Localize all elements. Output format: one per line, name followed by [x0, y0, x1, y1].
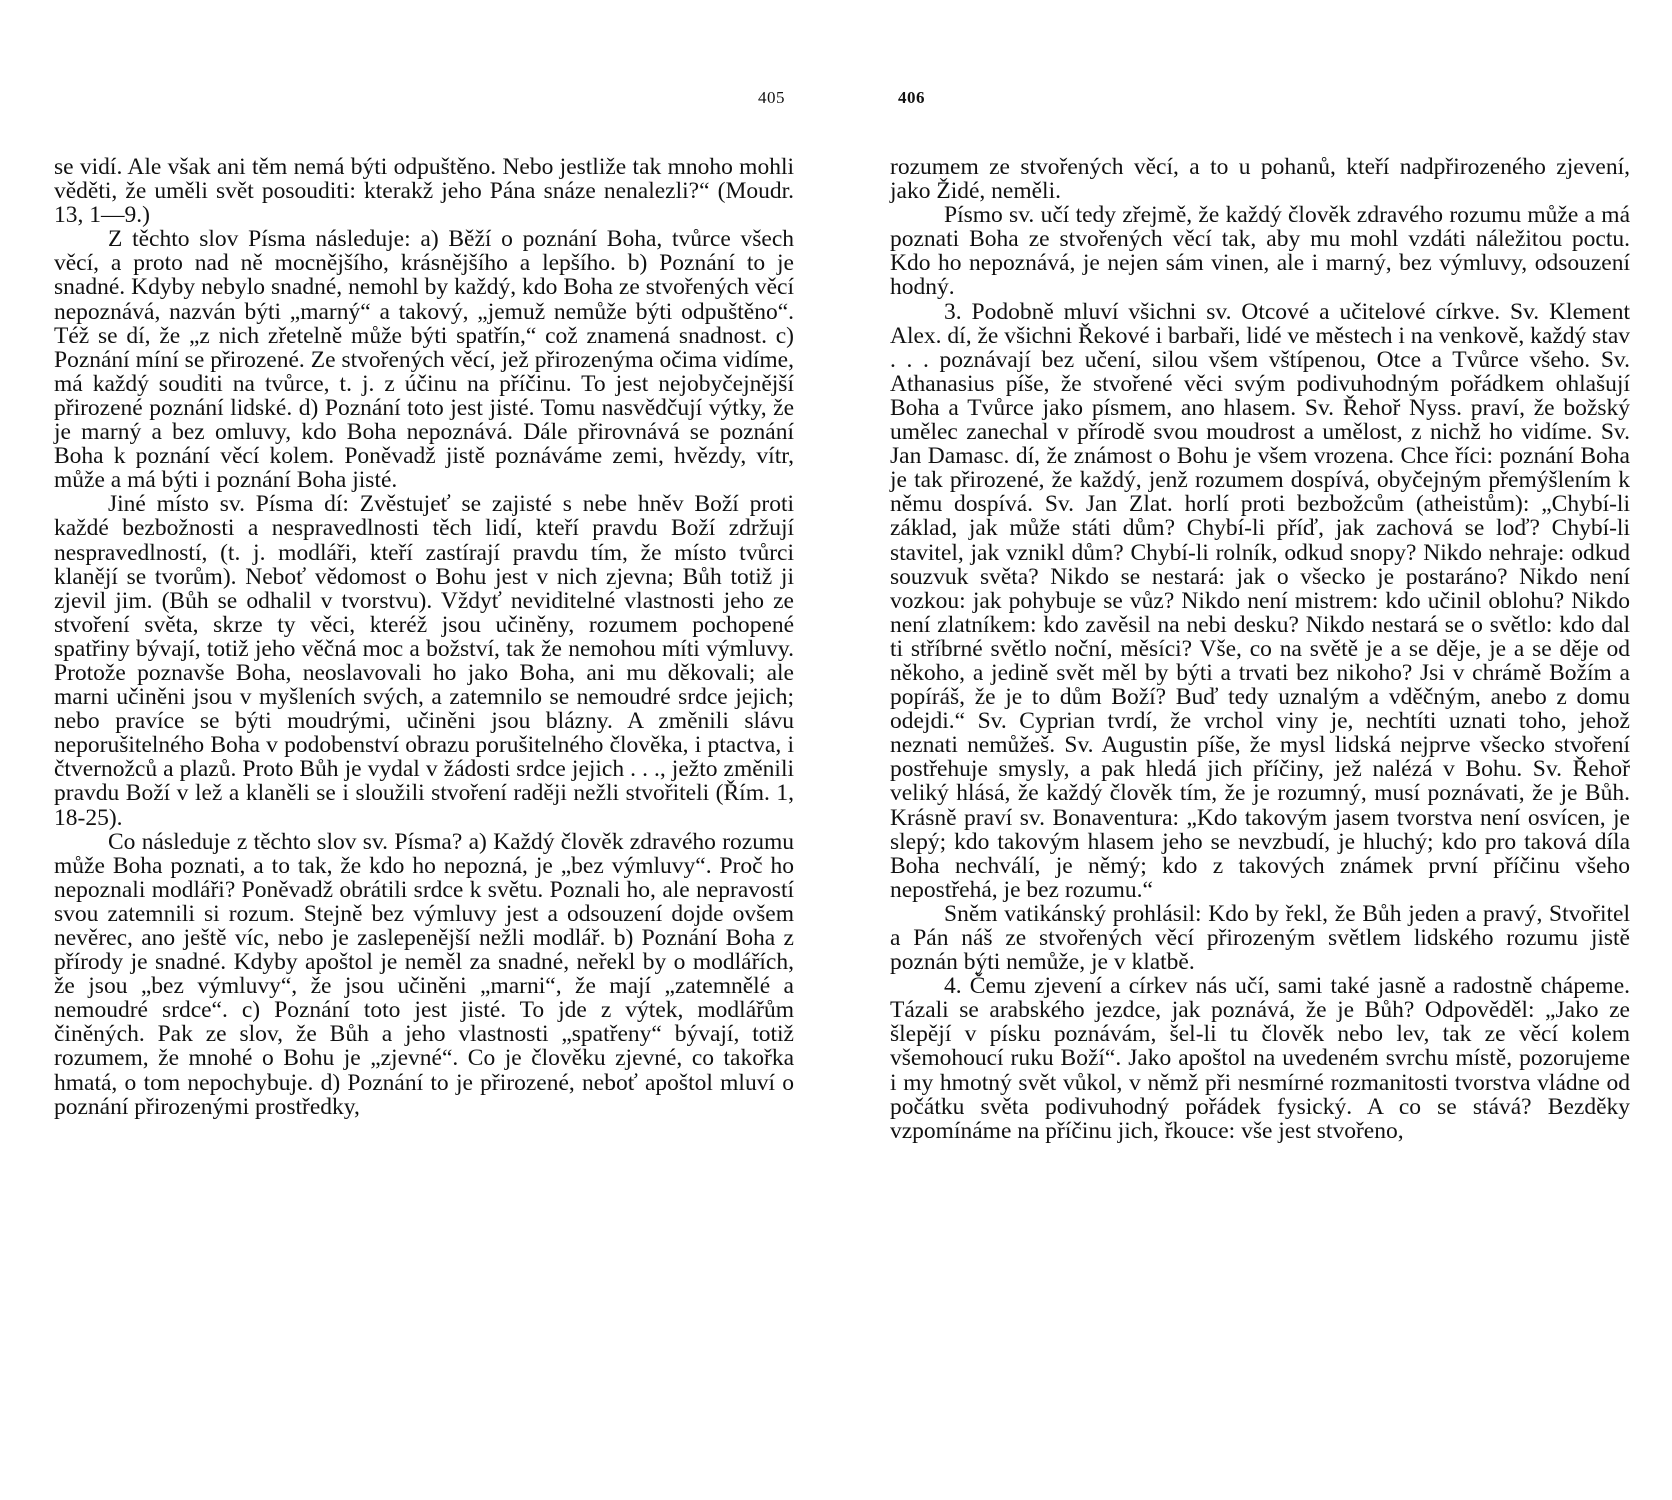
right-page-text: [890, 155, 1630, 1143]
paragraph: Z těchto slov Písma následuje: a) Běží o poznání Boha, tvůrce všech věcí, a proto nad ně mocnějšího, krásnějšího a lepšího. b) Poznání to je snadné. Kdyby nebylo snadné, nemohl by každý, kdo Boha ze stvořených věcí nepoznává, nazván býti „marný“ a takový, „jemuž nemůže býti odpuštěno“. Též se dí, že „z nich zřetelně může býti spatřín,“ což znamená snadnost. c) Poznání míní se přirozené. Ze stvořených věcí, jež přirozenýma očima vidíme, má každý souditi na tvůrce, t. j. z účinu na příčinu. To jest nejobyčejnější přirozené poznání lidské. d) Poznání toto jest jisté. Tomu nasvědčují výtky, že je marný a bez omluvy, kdo Boha nepoznává. Dále přirovnává se poznání Boha k poznání věcí kolem. Poněvadž jistě poznáváme zemi, hvězdy, vítr, může a má býti i poznání Boha jisté.: [54, 226, 794, 494]
left-page-text: [54, 155, 794, 1119]
paragraph: Písmo sv. učí tedy zřejmě, že každý člověk zdravého rozumu může a má poznati Boha ze stvořených věcí tak, aby mu mohl vzdáti náležitou poctu. Kdo ho nepoznává, je nejen sám vinen, ale i marný, bez výmluvy, odsouzení hodný.: [890, 202, 1630, 301]
paragraph: Sněm vatikánský prohlásil: Kdo by řekl, že Bůh jeden a pravý, Stvořitel a Pán náš ze stvořených věcí přirozeným světlem lidského rozumu jistě poznán býti nemůže, je v klatbě.: [890, 900, 1630, 976]
page-number-left: 405: [758, 88, 785, 107]
paragraph: Co následuje z těchto slov sv. Písma? a) Každý člověk zdravého rozumu může Boha poznati, a to tak, že kdo ho nepozná, je „bez výmluvy“. Proč ho nepoznali modláři? Poněvadž obrátili srdce k světu. Poznali ho, ale nepravostí svou zatemnili si rozum. Stejně bez výmluvy jest a odsouzení dojde ovšem nevěrec, ano ještě víc, nebo je zaslepenější nežli modlář. b) Poznání Boha z přírody je snadné. Kdyby apoštol je neměl za snadné, neřekl by o modlářích, že jsou „bez výmluvy“, že jsou učiněni „marni“, že mají „zatemnělé a nemoudré srdce“. c) Poznání toto jest jisté. To jde z výtek, modlářům činěných. Pak ze slov, že Bůh a jeho vlastnosti „spatřeny“ bývají, totiž rozumem, že mnohé o Bohu je „zjevné“. Co je člověku zjevné, co takořka hmatá, o tom nepochybuje. d) Poznání to je přirozené, neboť apoštol mluví o poznání přirozenými prostředky,: [54, 828, 794, 1120]
paragraph: 3. Podobně mluví všichni sv. Otcové a učitelové církve. Sv. Klement Alex. dí, že všichni Řekové i barbaři, lidé ve městech i na venkově, každý stav . . . poznávají bez učení, silou všem vštípenou, Otce a Tvůrce všeho. Sv. Athanasius píše, že stvořené věci svým podivuhodným pořádkem ohlašují Boha a Tvůrce jako písmem, ano hlasem. Sv. Řehoř Nyss. praví, že božský umělec zanechal v přírodě svou moudrost a umělost, z nichž ho vidíme. Sv. Jan Damasc. dí, že známost o Bohu je všem vrozena. Chce říci: poznání Boha je tak přirozené, že každý, jenž rozumem dospívá, obyčejným přemýšlením k němu dospívá. Sv. Jan Zlat. horlí proti bezbožcům (atheistům): „Chybí-li základ, jak může státi dům? Chybí-li příď, jak zachová se loď? Chybí-li stavitel, jak vznikl dům? Chybí-li rolník, odkud snopy? Nikdo nehraje: odkud souzvuk světa? Nikdo se nestará: jak o všecko je postaráno? Nikdo není vozkou: jak pohybuje se vůz? Nikdo není mistrem: kdo učinil oblohu? Nikdo není zlatníkem: kdo zavěsil na nebi desku? Nikdo nestará se o světlo: kdo dal ti stříbrné světlo noční, měsíci? Vše, co na světě je a se děje, je a se děje od někoho, a jedině svět měl by býti a trvati bez nikoho? Jsi v chrámě Božím a popíráš, že je to dům Boží? Buď tedy uznalým a vděčným, anebo z domu odejdi.“ Sv. Cyprian tvrdí, že vrchol viny je, nechtíti uznati toho, jehož neznati nemůžeš. Sv. Augustin píše, že mysl lidská nejprve všecko stvoření postřehuje smysly, a pak hledá jich příčiny, jež nalézá v Bohu. Sv. Řehoř veliký hlásá, že každý člověk tím, že je rozumný, musí poznávati, že je Bůh. Krásně praví sv. Bonaventura: „Kdo takovým jasem tvorstva není osvícen, je slepý; kdo takovým hlasem jeho se nevzbudí, je hluchý; kdo pro taková díla Boha nechválí, je němý; kdo z takových známek první příčinu všeho nepostřehá, je bez rozumu.“: [890, 298, 1631, 903]
paragraph: Jiné místo sv. Písma dí: Zvěstujeť se zajisté s nebe hněv Boží proti každé bezbožnosti a nespravedlnosti těch lidí, kteří pravdu Boží zdržují nespravedlností, (t. j. modláři, kteří zastírají pravdu tím, že místo tvůrci klanějí se tvorům). Neboť vědomost o Bohu jest v nich zjevna; Bůh totiž ji zjevil jim. (Bůh se odhalil v tvorstvu). Vždyť neviditelné vlastnosti jeho ze stvoření světa, skrze ty věci, kteréž jsou učiněny, rozumem pochopené spatřiny bývají, totiž jeho věčná moc a božství, tak že nemohou míti výmluvy. Protože poznavše Boha, neoslavovali ho jako Boha, ani mu děkovali; ale marni učiněni jsou v myšleních svých, a zatemnilo se nemoudré srdce jejich; nebo pravíce se býti moudrými, učiněni jsou blázny. A změnili slávu neporušitelného Boha v podobenství obrazu porušitelného člověka, i ptactva, i čtvernožců a plazů. Proto Bůh je vydal v žádosti srdce jejich . . ., ježto změnili pravdu Boží v lež a klaněli se i sloužili stvoření raději nežli stvořiteli (Řím. 1, 18-25).: [54, 491, 794, 831]
paragraph: 4. Čemu zjevení a církev nás učí, sami také jasně a radostně chápeme. Tázali se arabského jezdce, jak poznává, že je Bůh? Odpověděl: „Jako ze šlepějí v písku poznávám, šel-li tu člověk nebo lev, tak ze věcí kolem všemohoucí ruku Boží“. Jako apoštol na uvedeném svrchu místě, pozorujeme i my hmotný svět vůkol, v němž při nesmírné rozmanitosti tvorstva vládne od počátku světa podivuhodný pořádek fysický. A co se stává? Bezděky vzpomínáme na příčinu jich, řkouce: vše jest stvořeno,: [890, 973, 1630, 1144]
paragraph: rozumem ze stvořených věcí, a to u pohanů, kteří nadpřirozeného zjevení, jako Židé, neměli.: [890, 154, 1630, 205]
page-number-right: 406: [898, 88, 925, 107]
paragraph: se vidí. Ale však ani těm nemá býti odpuštěno. Nebo jestliže tak mnoho mohli věděti, že uměli svět posouditi: kterakž jeho Pána snáze nenalezli?“ (Moudr. 13, 1—9.): [54, 154, 794, 229]
